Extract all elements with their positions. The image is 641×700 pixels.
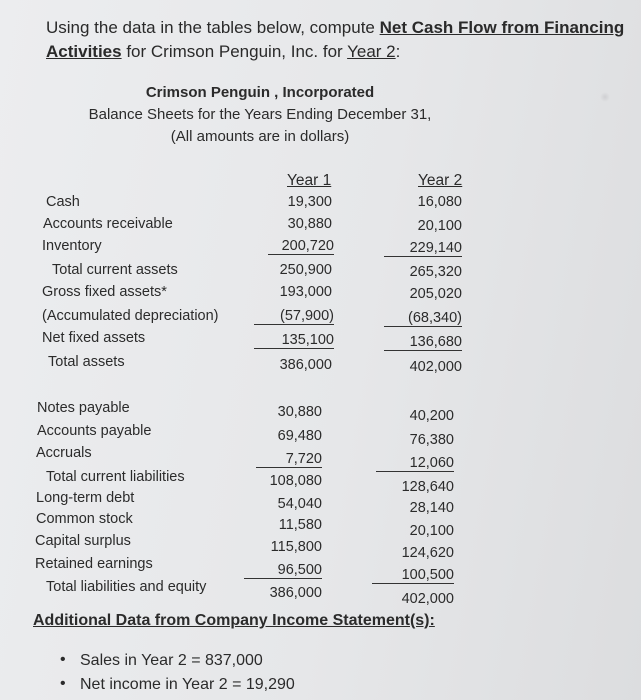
year1-header: Year 1	[287, 172, 332, 189]
asset-y1: 200,720	[268, 238, 334, 255]
asset-label: Gross fixed assets*	[42, 284, 167, 300]
asset-y1: (57,900)	[254, 308, 334, 325]
bullet-icon: •	[60, 651, 66, 668]
liability-y1: 30,880	[277, 404, 322, 420]
question-text	[46, 16, 638, 64]
liability-y2: 76,380	[409, 432, 454, 448]
liability-label: Long-term debt	[36, 490, 135, 506]
liability-y1: 69,480	[277, 428, 322, 444]
year2-header: Year 2	[418, 172, 463, 189]
liability-y1: 115,800	[270, 539, 322, 555]
liability-label: Total liabilities and equity	[46, 579, 207, 595]
additional-data-heading: Additional Data from Company Income Statement(s):	[33, 612, 435, 629]
liability-label: Notes payable	[37, 400, 130, 416]
liability-label: Capital surplus	[35, 533, 131, 549]
units-note: (All amounts are in dollars)	[170, 128, 350, 145]
paper-speck	[600, 92, 610, 102]
asset-y1: 30,880	[287, 216, 332, 232]
list-item	[60, 676, 295, 700]
list-item-text: Sales in Year 2 = 837,000	[80, 652, 263, 669]
asset-y2: 402,000	[409, 359, 462, 375]
liability-y1: 11,580	[278, 517, 322, 533]
asset-label: Total assets	[48, 354, 125, 370]
liability-y2: 128,640	[401, 479, 454, 495]
additional-data-list	[60, 652, 295, 700]
asset-y2: 136,680	[384, 334, 462, 351]
question-target: Net Cash Flow from Financing Activities	[46, 18, 625, 61]
question-prefix: Using the data in the tables below, compute	[46, 18, 380, 37]
asset-y1: 193,000	[279, 284, 332, 300]
asset-y1: 19,300	[287, 194, 332, 210]
asset-label: Accounts receivable	[43, 216, 173, 232]
liability-y1: 7,720	[256, 451, 322, 468]
asset-y2: 16,080	[417, 194, 462, 210]
liability-y2: 124,620	[401, 545, 454, 561]
asset-y2: 229,140	[384, 240, 462, 257]
liability-y2: 12,060	[376, 455, 454, 472]
asset-y2: (68,340)	[384, 310, 462, 327]
asset-label: Net fixed assets	[42, 330, 146, 346]
question-suffix: :	[395, 42, 401, 61]
liability-label: Accounts payable	[37, 423, 152, 439]
asset-y2: 20,100	[417, 218, 462, 234]
liability-y2: 40,200	[409, 408, 454, 424]
liability-label: Accruals	[36, 445, 92, 461]
asset-label: Inventory	[42, 238, 102, 254]
list-item	[60, 652, 295, 676]
asset-y2: 265,320	[409, 264, 462, 280]
liability-y1: 96,500	[244, 562, 322, 579]
asset-label: (Accumulated depreciation)	[42, 308, 219, 324]
company-name: Crimson Penguin , Incorporated	[145, 84, 375, 101]
asset-y2: 205,020	[409, 286, 462, 302]
bullet-icon: •	[60, 675, 66, 692]
asset-label: Total current assets	[52, 262, 178, 278]
liability-y1: 386,000	[269, 585, 322, 601]
asset-y1: 250,900	[279, 262, 332, 278]
liability-label: Total current liabilities	[46, 469, 185, 485]
asset-y1: 135,100	[254, 332, 334, 349]
asset-label: Cash	[46, 194, 80, 210]
liability-label: Common stock	[36, 511, 133, 527]
question-middle: for Crimson Penguin, Inc. for	[121, 42, 348, 61]
liability-y2: 20,100	[409, 523, 454, 539]
liability-y1: 54,040	[277, 496, 322, 512]
statement-subtitle: Balance Sheets for the Years Ending December 31,	[88, 106, 432, 123]
liability-y2: 28,140	[409, 500, 454, 516]
list-item-text: Net income in Year 2 = 19,290	[80, 676, 295, 693]
liability-y2: 402,000	[401, 591, 454, 607]
question-year: Year 2	[347, 42, 396, 61]
liability-y1: 108,080	[269, 473, 322, 489]
asset-y1: 386,000	[279, 357, 332, 373]
liability-y2: 100,500	[372, 567, 454, 584]
liability-label: Retained earnings	[35, 556, 153, 572]
